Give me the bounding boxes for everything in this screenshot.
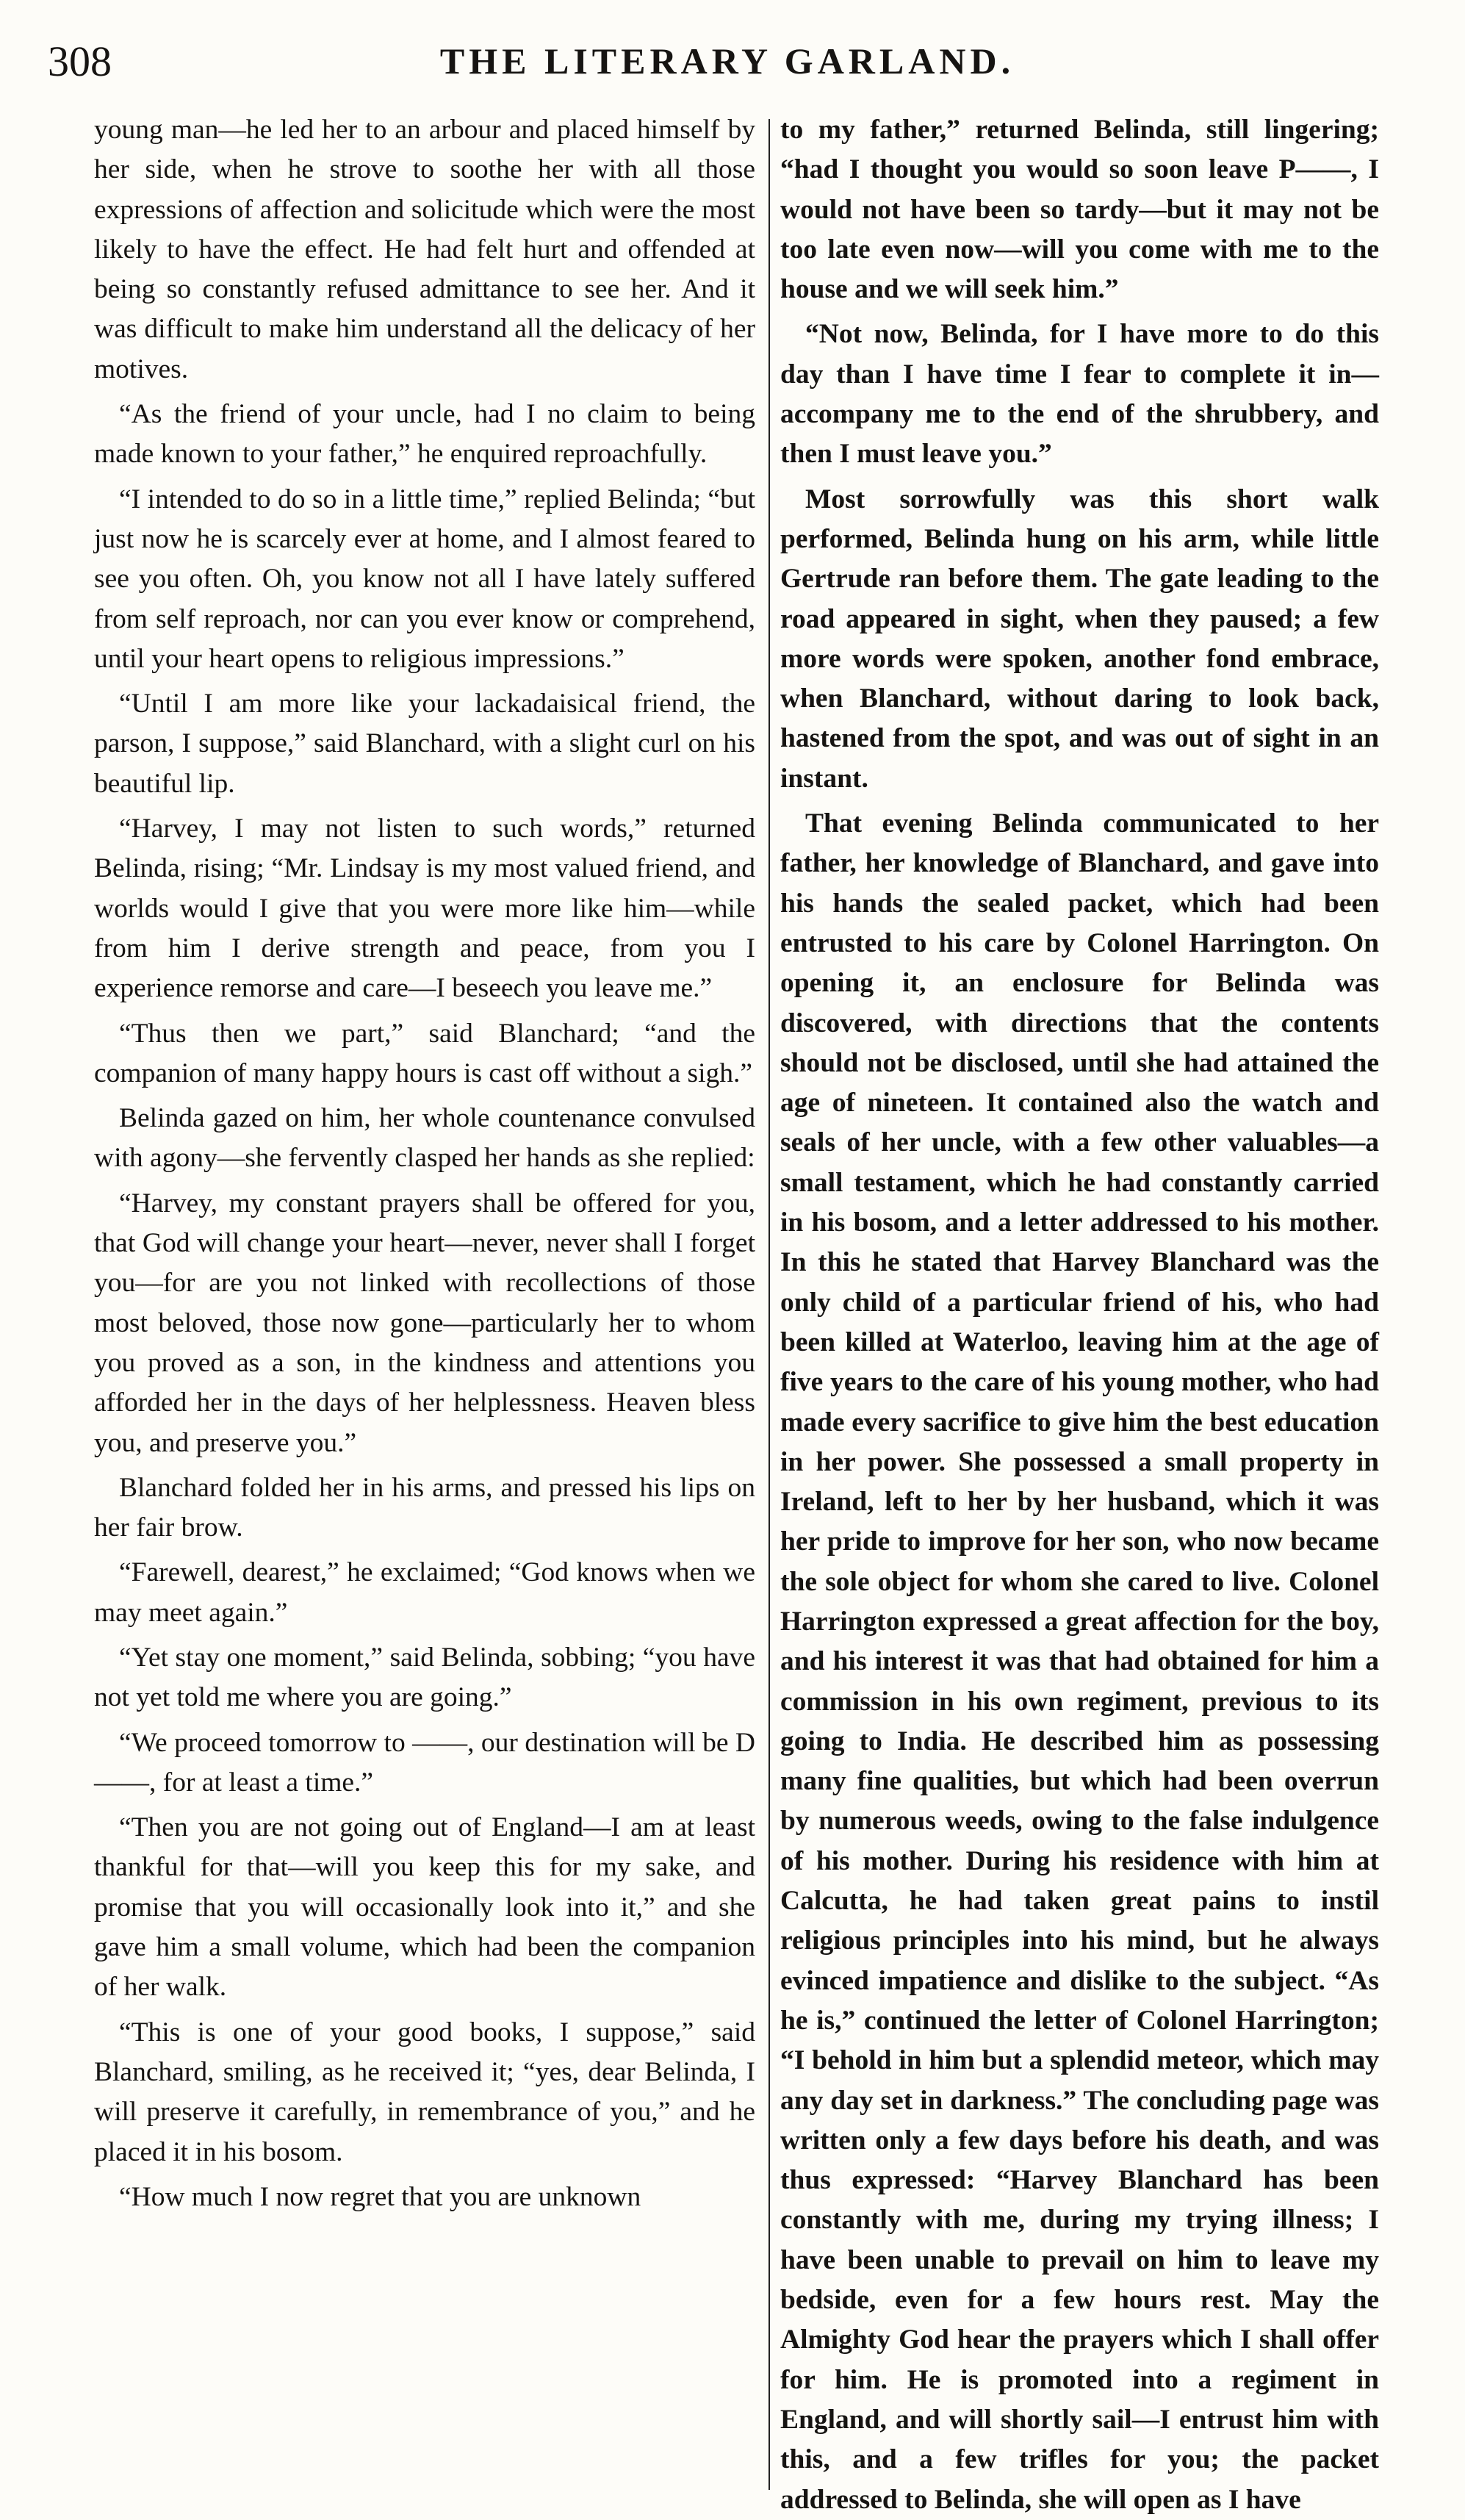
paragraph: “We proceed tomorrow to ——, our destination will be D——, for at least a time.”	[94, 1727, 755, 1798]
paragraph: “Then you are not going out of England—I am at least thankful for that—will you keep this for my sake, and promise that you will occasionally look into it,” and she gave him a small volume, which had been the companion of her walk.	[94, 1812, 755, 2003]
page-number: 308	[48, 37, 112, 85]
paragraph: “This is one of your good books, I suppose,” said Blanchard, smiling, as he received it; “yes, dear Belinda, I will preserve it carefully, in remembrance of you,” and he placed it in his bosom.	[94, 2017, 755, 2167]
right-column	[780, 110, 1379, 2520]
paragraph: Belinda gazed on him, her whole countenance convulsed with agony—she fervently clasped her hands as she replied:	[94, 1103, 755, 1174]
paragraph: Blanchard folded her in his arms, and pressed his lips on her fair brow.	[94, 1472, 755, 1543]
paragraph: “Farewell, dearest,” he exclaimed; “God knows when we may meet again.”	[94, 1557, 755, 1628]
running-title: THE LITERARY GARLAND.	[439, 40, 1015, 82]
paragraph: “I intended to do so in a little time,” replied Belinda; “but just now he is scarcely ever at home, and I almost feared to see you often. Oh, you know not all I have lately suffered from self reproach, nor can you ever know or comprehend, until your heart opens to religious impressions.”	[94, 484, 755, 674]
page-header	[48, 37, 1407, 90]
paragraph: “How much I now regret that you are unknown	[119, 2181, 641, 2212]
paragraph: “Harvey, I may not listen to such words,” returned Belinda, rising; “Mr. Lindsay is my most valued friend, and worlds would I give that you were more like him—while from him I derive strength and peace, from you I experience remorse and care—I beseech you leave me.”	[94, 814, 755, 1004]
paragraph: “Thus then we part,” said Blanchard; “and the companion of many happy hours is cast off without a sigh.”	[94, 1018, 755, 1088]
paragraph: Most sorrowfully was this short walk performed, Belinda hung on his arm, while little Gertrude ran before them. The gate leading to the road appeared in sight, when they paused; a few more words were spoken, another fond embrace, when Blanchard, without daring to look back, hastened from the spot, and was out of sight in an instant.	[780, 484, 1379, 794]
paragraph: “Yet stay one moment,” said Belinda, sobbing; “you have not yet told me where you are going.”	[94, 1642, 755, 1713]
paragraph: “Until I am more like your lackadaisical friend, the parson, I suppose,” said Blanchard, with a slight curl on his beautiful lip.	[94, 689, 755, 799]
paragraph: to my father,” returned Belinda, still lingering; “had I thought you would so soon leave P——, I would not have been so tardy—but it may not be too late even now—will you come with me to the house and we will seek him.”	[780, 115, 1379, 305]
left-column	[94, 110, 755, 2217]
paragraph: “As the friend of your uncle, had I no claim to being made known to your father,” he enquired reproachfully.	[94, 399, 755, 470]
column-divider	[769, 119, 770, 2490]
paragraph: young man—he led her to an arbour and placed himself by her side, when he strove to soothe her with all those expressions of affection and solicitude which were the most likely to have the effect. He had felt hurt and offended at being so constantly refused admittance to see her. And it was difficult to make him understand all the delicacy of her motives.	[94, 115, 755, 384]
paragraph: “Harvey, my constant prayers shall be offered for you, that God will change your heart—never, never shall I forget you—for are you not linked with recollections of those most beloved, those now gone—particularly her to whom you proved as a son, in the kindness and attentions you afforded her in the days of her helplessness. Heaven bless you, and preserve you.”	[94, 1188, 755, 1458]
paragraph: That evening Belinda communicated to her father, her knowledge of Blanchard, and gave into his hands the sealed packet, which had been entrusted to his care by Colonel Harrington. On opening it, an enclosure for Belinda was discovered, with directions that the contents should not be disclosed, until she had attained the age of nineteen. It contained also the watch and seals of her uncle, with a few other valuables—a small testament, which he had constantly carried in his bosom, and a letter addressed to his mother. In this he stated that Harvey Blanchard was the only child of a particular friend of his, who had been killed at Waterloo, leaving him at the age of five years to the care of his young mother, who had made every sacrifice to give him the best education in her power. She possessed a small property in Ireland, left to her by her husband, which it was her pride to improve for her son, who now became the sole object for whom she cared to live. Colonel Harrington expressed a great affection for the boy, and his interest it was that had obtained for him a commission in his own regiment, previous to its going to India. He described him as possessing many fine qualities, but which had been overrun by numerous weeds, owing to the false indulgence of his mother. During his residence with him at Calcutta, he had taken great pains to instil religious principles into his mind, but he always evinced impatience and dislike to the subject. “As he is,” continued the letter of Colonel Harrington; “I behold in him but a splendid meteor, which may any day set in darkness.” The concluding page was written only a few days before his death, and was thus expressed: “Harvey Blanchard has been constantly with me, during my trying illness; I have been unable to prevail on him to leave my bedside, even for a few hours rest. May the Almighty God hear the prayers which I shall offer for him. He is promoted into a regiment in England, and will shortly sail—I entrust him with this, and a few trifles for you; the packet addressed to Belinda, she will open as I have	[780, 808, 1379, 2515]
paragraph: “Not now, Belinda, for I have more to do this day than I have time I fear to complete it in—accompany me to the end of the shrubbery, and then I must leave you.”	[780, 319, 1379, 470]
